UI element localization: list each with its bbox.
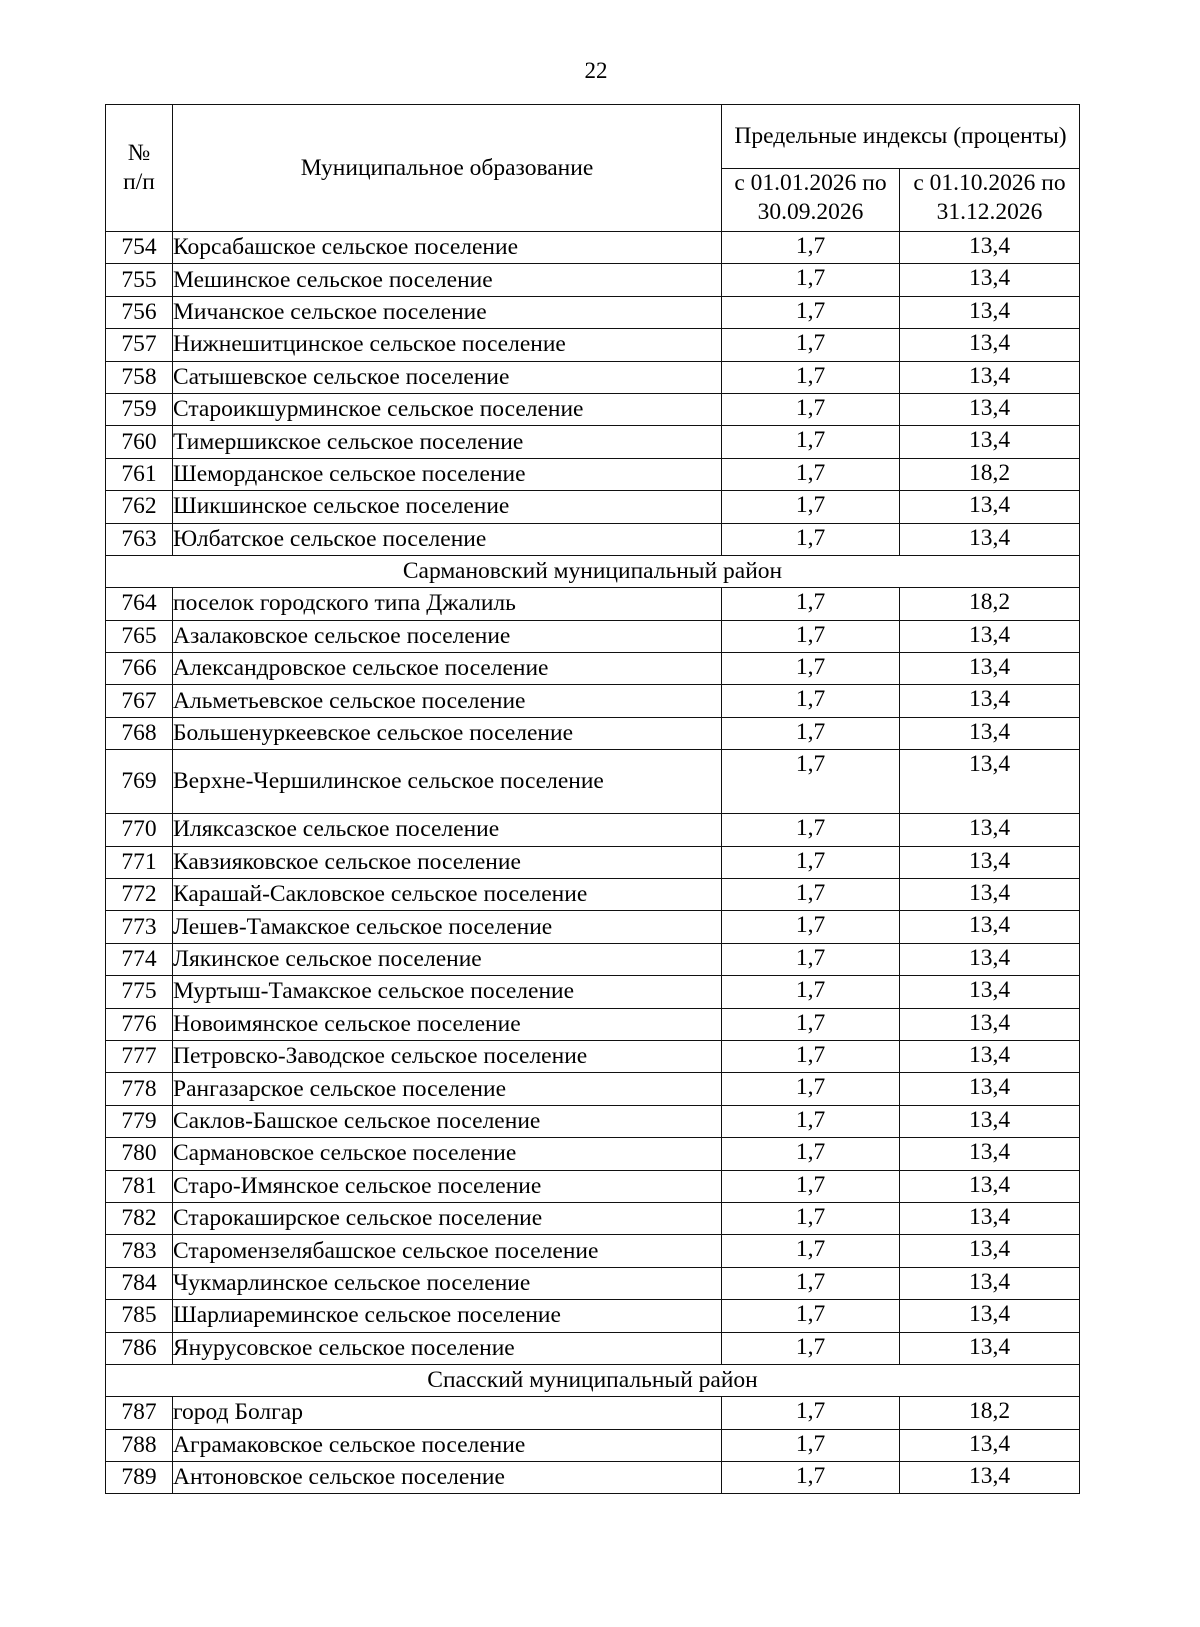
municipality-name: Сармановское сельское поселение: [173, 1138, 722, 1170]
header-limit-indices: Предельные индексы (проценты): [722, 105, 1080, 169]
index-period-2: 13,4: [900, 1202, 1080, 1234]
table-row: [106, 1429, 1080, 1461]
row-number: 763: [106, 523, 173, 555]
municipality-name: Шарлиареминское сельское поселение: [173, 1300, 722, 1332]
index-period-2: 13,4: [900, 1008, 1080, 1040]
row-number: 762: [106, 491, 173, 523]
index-period-1: 1,7: [722, 1429, 900, 1461]
table-row: [106, 943, 1080, 975]
table-row: [106, 1170, 1080, 1202]
index-period-2: 13,4: [900, 1170, 1080, 1202]
municipality-name: Шикшинское сельское поселение: [173, 491, 722, 523]
index-period-2: 13,4: [900, 976, 1080, 1008]
table-row: [106, 523, 1080, 555]
municipality-name: Сатышевское сельское поселение: [173, 361, 722, 393]
index-period-1: 1,7: [722, 393, 900, 425]
table-row: [106, 296, 1080, 328]
row-number: 756: [106, 296, 173, 328]
index-period-2: 13,4: [900, 1267, 1080, 1299]
municipality-name: Мешинское сельское поселение: [173, 264, 722, 296]
table-row: [106, 491, 1080, 523]
row-number: 766: [106, 653, 173, 685]
row-number: 775: [106, 976, 173, 1008]
index-period-2: 13,4: [900, 361, 1080, 393]
index-period-1: 1,7: [722, 1332, 900, 1364]
municipality-name: Чукмарлинское сельское поселение: [173, 1267, 722, 1299]
index-period-2: 13,4: [900, 1073, 1080, 1105]
row-number: 778: [106, 1073, 173, 1105]
section-sarmanovsky: [106, 555, 1080, 587]
index-period-2: 13,4: [900, 879, 1080, 911]
municipality-name: Азалаковское сельское поселение: [173, 620, 722, 652]
table-body-part-3: [106, 1397, 1080, 1494]
municipality-name: Петровско-Заводское сельское поселение: [173, 1040, 722, 1072]
municipality-name: Большенуркеевское сельское поселение: [173, 717, 722, 749]
row-number: 777: [106, 1040, 173, 1072]
row-number: 787: [106, 1397, 173, 1429]
index-period-1: 1,7: [722, 943, 900, 975]
table-body-part-1: [106, 232, 1080, 556]
municipality-name: Саклов-Башское сельское поселение: [173, 1105, 722, 1137]
index-period-1: 1,7: [722, 1138, 900, 1170]
index-period-1: 1,7: [722, 976, 900, 1008]
index-period-2: 13,4: [900, 1462, 1080, 1494]
municipality-name: Староикшурминское сельское поселение: [173, 393, 722, 425]
table-row: [106, 588, 1080, 620]
index-period-1: 1,7: [722, 1008, 900, 1040]
index-period-2: 13,4: [900, 426, 1080, 458]
table-row: [106, 685, 1080, 717]
table-row: [106, 1267, 1080, 1299]
municipality-name: Корсабашское сельское поселение: [173, 232, 722, 264]
index-period-1: 1,7: [722, 846, 900, 878]
header-municipality: Муниципальное образование: [173, 105, 722, 232]
section-spassky: [106, 1364, 1080, 1396]
limit-index-table: [105, 104, 1080, 1494]
table-row: [106, 879, 1080, 911]
table-row: [106, 1300, 1080, 1332]
index-period-1: 1,7: [722, 264, 900, 296]
index-period-1: 1,7: [722, 1040, 900, 1072]
index-period-2: 13,4: [900, 943, 1080, 975]
municipality-name: Мичанское сельское поселение: [173, 296, 722, 328]
row-number: 786: [106, 1332, 173, 1364]
row-number: 759: [106, 393, 173, 425]
row-number: 776: [106, 1008, 173, 1040]
table-row: [106, 1235, 1080, 1267]
index-period-1: 1,7: [722, 1397, 900, 1429]
row-number: 755: [106, 264, 173, 296]
table-body-part-2: [106, 588, 1080, 1365]
row-number: 783: [106, 1235, 173, 1267]
municipality-name: город Болгар: [173, 1397, 722, 1429]
row-number: 780: [106, 1138, 173, 1170]
index-period-1: 1,7: [722, 879, 900, 911]
table-row: [106, 911, 1080, 943]
index-period-2: 13,4: [900, 393, 1080, 425]
index-period-1: 1,7: [722, 1462, 900, 1494]
index-period-1: 1,7: [722, 814, 900, 846]
index-period-2: 13,4: [900, 685, 1080, 717]
index-period-1: 1,7: [722, 1170, 900, 1202]
row-number: 774: [106, 943, 173, 975]
municipality-name: Лешев-Тамакское сельское поселение: [173, 911, 722, 943]
index-period-2: 13,4: [900, 911, 1080, 943]
row-number: 760: [106, 426, 173, 458]
index-period-2: 13,4: [900, 750, 1080, 814]
index-period-1: 1,7: [722, 523, 900, 555]
municipality-name: Юлбатское сельское поселение: [173, 523, 722, 555]
municipality-name: Рангазарское сельское поселение: [173, 1073, 722, 1105]
row-number: 769: [106, 750, 173, 814]
table-row: [106, 1040, 1080, 1072]
row-number: 784: [106, 1267, 173, 1299]
row-number: 779: [106, 1105, 173, 1137]
index-period-2: 13,4: [900, 1105, 1080, 1137]
table-row: [106, 329, 1080, 361]
table-row: [106, 1138, 1080, 1170]
municipality-name: Нижнешитцинское сельское поселение: [173, 329, 722, 361]
municipality-name: Иляксазское сельское поселение: [173, 814, 722, 846]
index-period-1: 1,7: [722, 717, 900, 749]
table-row: [106, 1202, 1080, 1234]
index-period-2: 13,4: [900, 264, 1080, 296]
row-number: 757: [106, 329, 173, 361]
section-heading: Спасский муниципальный район: [106, 1364, 1080, 1396]
table-row: [106, 717, 1080, 749]
index-period-1: 1,7: [722, 296, 900, 328]
index-period-2: 13,4: [900, 717, 1080, 749]
table-row: [106, 1073, 1080, 1105]
header-period-2: с 01.10.2026 по 31.12.2026: [900, 169, 1080, 232]
index-period-1: 1,7: [722, 329, 900, 361]
municipality-name: Шеморданское сельское поселение: [173, 458, 722, 490]
row-number: 781: [106, 1170, 173, 1202]
index-period-2: 13,4: [900, 620, 1080, 652]
index-period-2: 18,2: [900, 458, 1080, 490]
row-number: 764: [106, 588, 173, 620]
index-period-2: 13,4: [900, 1235, 1080, 1267]
row-number: 773: [106, 911, 173, 943]
index-period-2: 13,4: [900, 1138, 1080, 1170]
municipality-name: Карашай-Сакловское сельское поселение: [173, 879, 722, 911]
section-heading: Сармановский муниципальный район: [106, 555, 1080, 587]
header-number: № п/п: [106, 105, 173, 232]
page-number: 22: [584, 58, 608, 83]
index-period-2: 18,2: [900, 1397, 1080, 1429]
municipality-name: Кавзияковское сельское поселение: [173, 846, 722, 878]
index-period-2: 13,4: [900, 1300, 1080, 1332]
index-period-1: 1,7: [722, 911, 900, 943]
row-number: 767: [106, 685, 173, 717]
table-row: [106, 750, 1080, 814]
index-period-1: 1,7: [722, 426, 900, 458]
index-period-1: 1,7: [722, 653, 900, 685]
index-period-1: 1,7: [722, 361, 900, 393]
index-period-1: 1,7: [722, 458, 900, 490]
index-period-1: 1,7: [722, 588, 900, 620]
table-row: [106, 1462, 1080, 1494]
municipality-name: Старокаширское сельское поселение: [173, 1202, 722, 1234]
table-header: [106, 105, 1080, 232]
table-row: [106, 1105, 1080, 1137]
row-number: 758: [106, 361, 173, 393]
table-row: [106, 361, 1080, 393]
index-period-2: 13,4: [900, 491, 1080, 523]
municipality-name: Старо-Имянское сельское поселение: [173, 1170, 722, 1202]
row-number: 772: [106, 879, 173, 911]
municipality-name: Муртыш-Тамакское сельское поселение: [173, 976, 722, 1008]
row-number: 785: [106, 1300, 173, 1332]
table-row: [106, 1008, 1080, 1040]
municipality-name: поселок городского типа Джалиль: [173, 588, 722, 620]
row-number: 771: [106, 846, 173, 878]
table-row: [106, 1397, 1080, 1429]
index-period-2: 13,4: [900, 814, 1080, 846]
row-number: 770: [106, 814, 173, 846]
row-number: 765: [106, 620, 173, 652]
index-period-1: 1,7: [722, 1202, 900, 1234]
index-period-1: 1,7: [722, 491, 900, 523]
row-number: 789: [106, 1462, 173, 1494]
municipality-name: Новоимянское сельское поселение: [173, 1008, 722, 1040]
municipality-name: Тимершикское сельское поселение: [173, 426, 722, 458]
index-period-1: 1,7: [722, 1235, 900, 1267]
table-row: [106, 1332, 1080, 1364]
table-row: [106, 653, 1080, 685]
header-period-1: с 01.01.2026 по 30.09.2026: [722, 169, 900, 232]
index-period-2: 13,4: [900, 653, 1080, 685]
index-period-2: 13,4: [900, 846, 1080, 878]
municipality-name: Александровское сельское поселение: [173, 653, 722, 685]
table-row: [106, 620, 1080, 652]
row-number: 788: [106, 1429, 173, 1461]
index-period-2: 13,4: [900, 1040, 1080, 1072]
index-period-2: 13,4: [900, 1429, 1080, 1461]
row-number: 761: [106, 458, 173, 490]
table-row: [106, 393, 1080, 425]
index-period-1: 1,7: [722, 1267, 900, 1299]
table-row: [106, 232, 1080, 264]
index-period-2: 18,2: [900, 588, 1080, 620]
index-period-1: 1,7: [722, 1105, 900, 1137]
municipality-name: Янурусовское сельское поселение: [173, 1332, 722, 1364]
table-row: [106, 976, 1080, 1008]
index-period-1: 1,7: [722, 685, 900, 717]
table-row: [106, 814, 1080, 846]
row-number: 768: [106, 717, 173, 749]
table-row: [106, 264, 1080, 296]
index-period-2: 13,4: [900, 296, 1080, 328]
row-number: 782: [106, 1202, 173, 1234]
municipality-name: Лякинское сельское поселение: [173, 943, 722, 975]
index-period-2: 13,4: [900, 329, 1080, 361]
index-period-2: 13,4: [900, 523, 1080, 555]
index-period-2: 13,4: [900, 232, 1080, 264]
municipality-name: Аграмаковское сельское поселение: [173, 1429, 722, 1461]
index-period-2: 13,4: [900, 1332, 1080, 1364]
municipality-name: Старомензелябашское сельское поселение: [173, 1235, 722, 1267]
table-row: [106, 458, 1080, 490]
municipality-name: Верхне-Чершилинское сельское поселение: [173, 750, 722, 814]
index-period-1: 1,7: [722, 1073, 900, 1105]
index-period-1: 1,7: [722, 750, 900, 814]
index-period-1: 1,7: [722, 620, 900, 652]
row-number: 754: [106, 232, 173, 264]
index-period-1: 1,7: [722, 232, 900, 264]
table-row: [106, 426, 1080, 458]
municipality-name: Альметьевское сельское поселение: [173, 685, 722, 717]
index-period-1: 1,7: [722, 1300, 900, 1332]
table-row: [106, 846, 1080, 878]
municipality-name: Антоновское сельское поселение: [173, 1462, 722, 1494]
